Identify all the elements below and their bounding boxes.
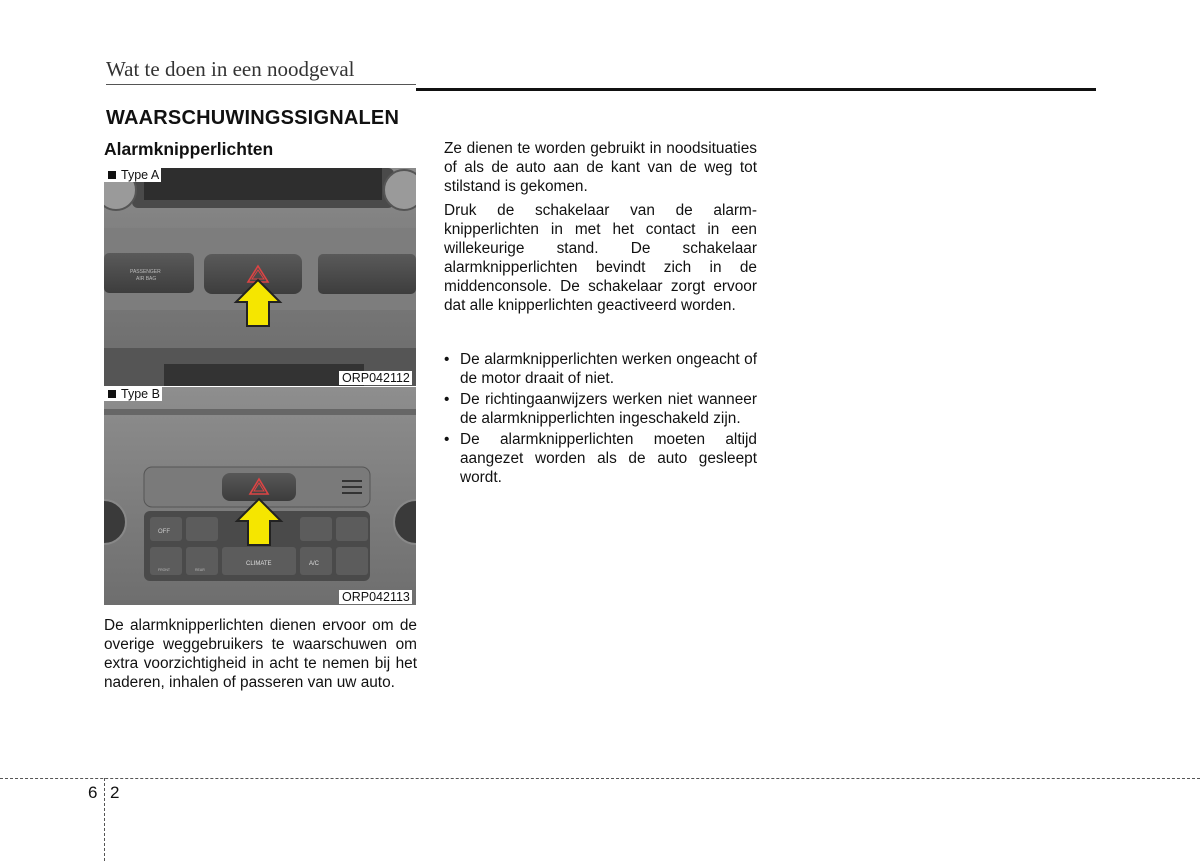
right-column <box>444 139 757 489</box>
svg-text:REAR: REAR <box>195 568 205 572</box>
svg-text:AIR BAG: AIR BAG <box>136 276 157 282</box>
running-header: Wat te doen in een noodgeval <box>106 57 355 81</box>
list-item: • De richtingaanwijzers werken niet wanneer de alarmknipperlichten ingeschakeld zijn. <box>444 391 757 427</box>
square-bullet-icon <box>108 390 116 398</box>
svg-text:FRONT: FRONT <box>158 568 171 572</box>
paragraph-usage: Ze dienen te worden gebruikt in noodsituaties of als de auto aan de kant van de weg tot stilstand is gekomen. <box>444 140 757 195</box>
dashboard-illustration-type-a <box>104 168 416 386</box>
left-paragraph: De alarmknipperlichten dienen ervoor om de overige weggebruikers te waarschuwen om extra voorzichtigheid in acht te nemen bij het naderen, inhalen of passeren van uw auto. <box>104 617 417 691</box>
figure-code-type-a: ORP042112 <box>339 371 412 385</box>
paragraph-switch: Druk de schakelaar van de alarm-knipperlichten in met het contact in een willekeurige stand. De schakelaar alarmknipperlichten bevindt zich in de middenconsole. De schakelaar zorgt ervoor dat alle knipperlichten geactiveerd worden. <box>444 202 757 314</box>
page-chapter-number: 6 <box>88 783 98 802</box>
page-number: 2 <box>110 783 120 802</box>
footer-divider <box>104 778 105 861</box>
header-rule-thick <box>416 88 1096 91</box>
svg-text:PASSENGER: PASSENGER <box>130 269 161 275</box>
list-item: • De alarmknipperlichten moeten altijd aangezet worden als de auto gesleept wordt. <box>444 431 757 486</box>
header-rule-thin <box>106 84 416 85</box>
bullet-list <box>444 350 757 487</box>
sub-title: Alarmknipperlichten <box>104 139 274 159</box>
svg-text:OFF: OFF <box>158 529 170 535</box>
figure-photo-type-b <box>104 387 416 605</box>
figure-label-type-a: Type A <box>104 168 161 182</box>
svg-text:CLIMATE: CLIMATE <box>246 561 272 567</box>
square-bullet-icon <box>108 171 116 179</box>
list-item: • De alarmknipperlichten werken ongeacht of de motor draait of niet. <box>444 351 757 387</box>
svg-text:A/C: A/C <box>309 561 320 567</box>
figure-photo-type-a <box>104 168 416 386</box>
figure-code-type-b: ORP042113 <box>339 590 412 604</box>
figure-label-type-b: Type B <box>104 387 162 401</box>
dashboard-illustration-type-b <box>104 387 416 605</box>
footer-rule <box>0 778 1200 779</box>
section-title: WAARSCHUWINGSSIGNALEN <box>106 107 400 129</box>
